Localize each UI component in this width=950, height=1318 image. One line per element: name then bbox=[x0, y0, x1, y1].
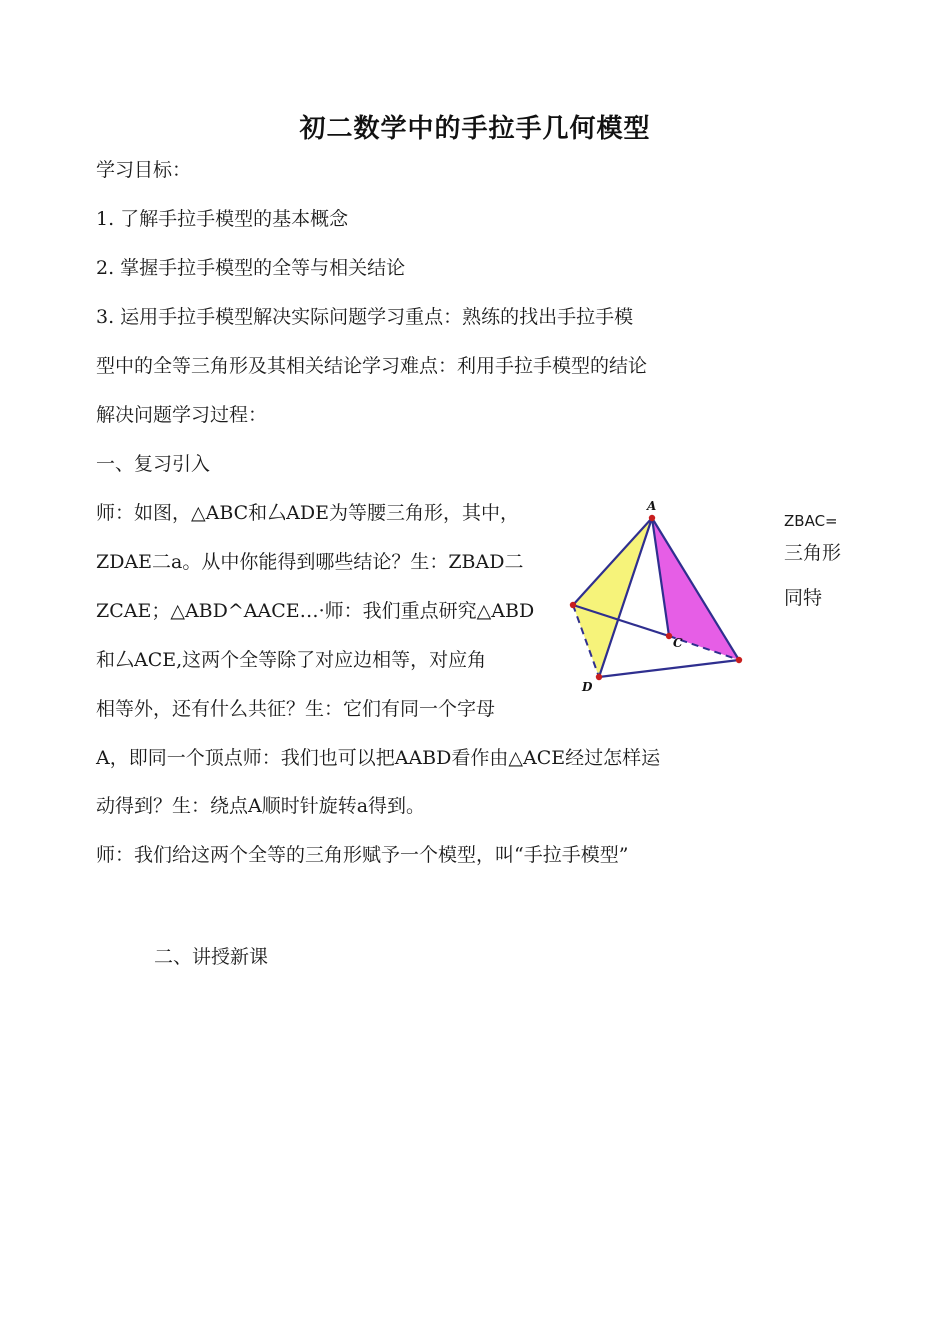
dialogue-line-5: 相等外，还有什么共征？生：它们有同一个字母 bbox=[96, 698, 496, 720]
goal-item-2: 2. 掌握手拉手模型的全等与相关结论 bbox=[96, 257, 406, 279]
process-line: 解决问题学习过程： bbox=[96, 404, 268, 426]
section-new-lesson-heading: 二、讲授新课 bbox=[154, 946, 269, 968]
key-points-line: 型中的全等三角形及其相关结论学习难点：利用手拉手模型的结论 bbox=[96, 355, 648, 377]
dialogue-line-4: 和厶ACE,这两个全等除了对应边相等，对应角 bbox=[96, 649, 487, 671]
goal-item-1: 1. 了解手拉手模型的基本概念 bbox=[96, 208, 349, 230]
side-fragment-3: 同特 bbox=[784, 587, 823, 609]
dialogue-line-8: 师：我们给这两个全等的三角形赋予一个模型，叫“手拉手模型” bbox=[96, 844, 629, 866]
triangle-figure bbox=[560, 495, 750, 695]
point-label-d: D bbox=[582, 680, 593, 694]
dialogue-line-1: 师：如图，△ABC和厶ADE为等腰三角形，其中， bbox=[96, 502, 520, 524]
dialogue-line-3: ZCAE；△ABD^AACE…·师：我们重点研究△ABD bbox=[96, 600, 535, 622]
side-fragment-1: ZBAC= bbox=[784, 512, 838, 530]
dialogue-line-2: ZDAE二a。从中你能得到哪些结论？生：ZBAD二 bbox=[96, 551, 524, 573]
learning-goals-heading: 学习目标： bbox=[96, 159, 192, 181]
document-title: 初二数学中的手拉手几何模型 bbox=[299, 114, 651, 144]
dialogue-line-6: A，即同一个顶点师：我们也可以把AABD看作由△ACE经过怎样运 bbox=[96, 747, 661, 769]
yellow-triangle-abd bbox=[573, 518, 652, 677]
dialogue-line-7: 动得到？生：绕点A顺时针旋转a得到。 bbox=[96, 795, 426, 817]
point-label-a: A bbox=[647, 499, 657, 513]
point-label-c: C bbox=[673, 636, 683, 650]
side-fragment-2: 三角形 bbox=[784, 542, 842, 564]
goal-item-3: 3. 运用手拉手模型解决实际问题学习重点：熟练的找出手拉手模 bbox=[96, 306, 634, 328]
section-review-heading: 一、复习引入 bbox=[96, 453, 211, 475]
